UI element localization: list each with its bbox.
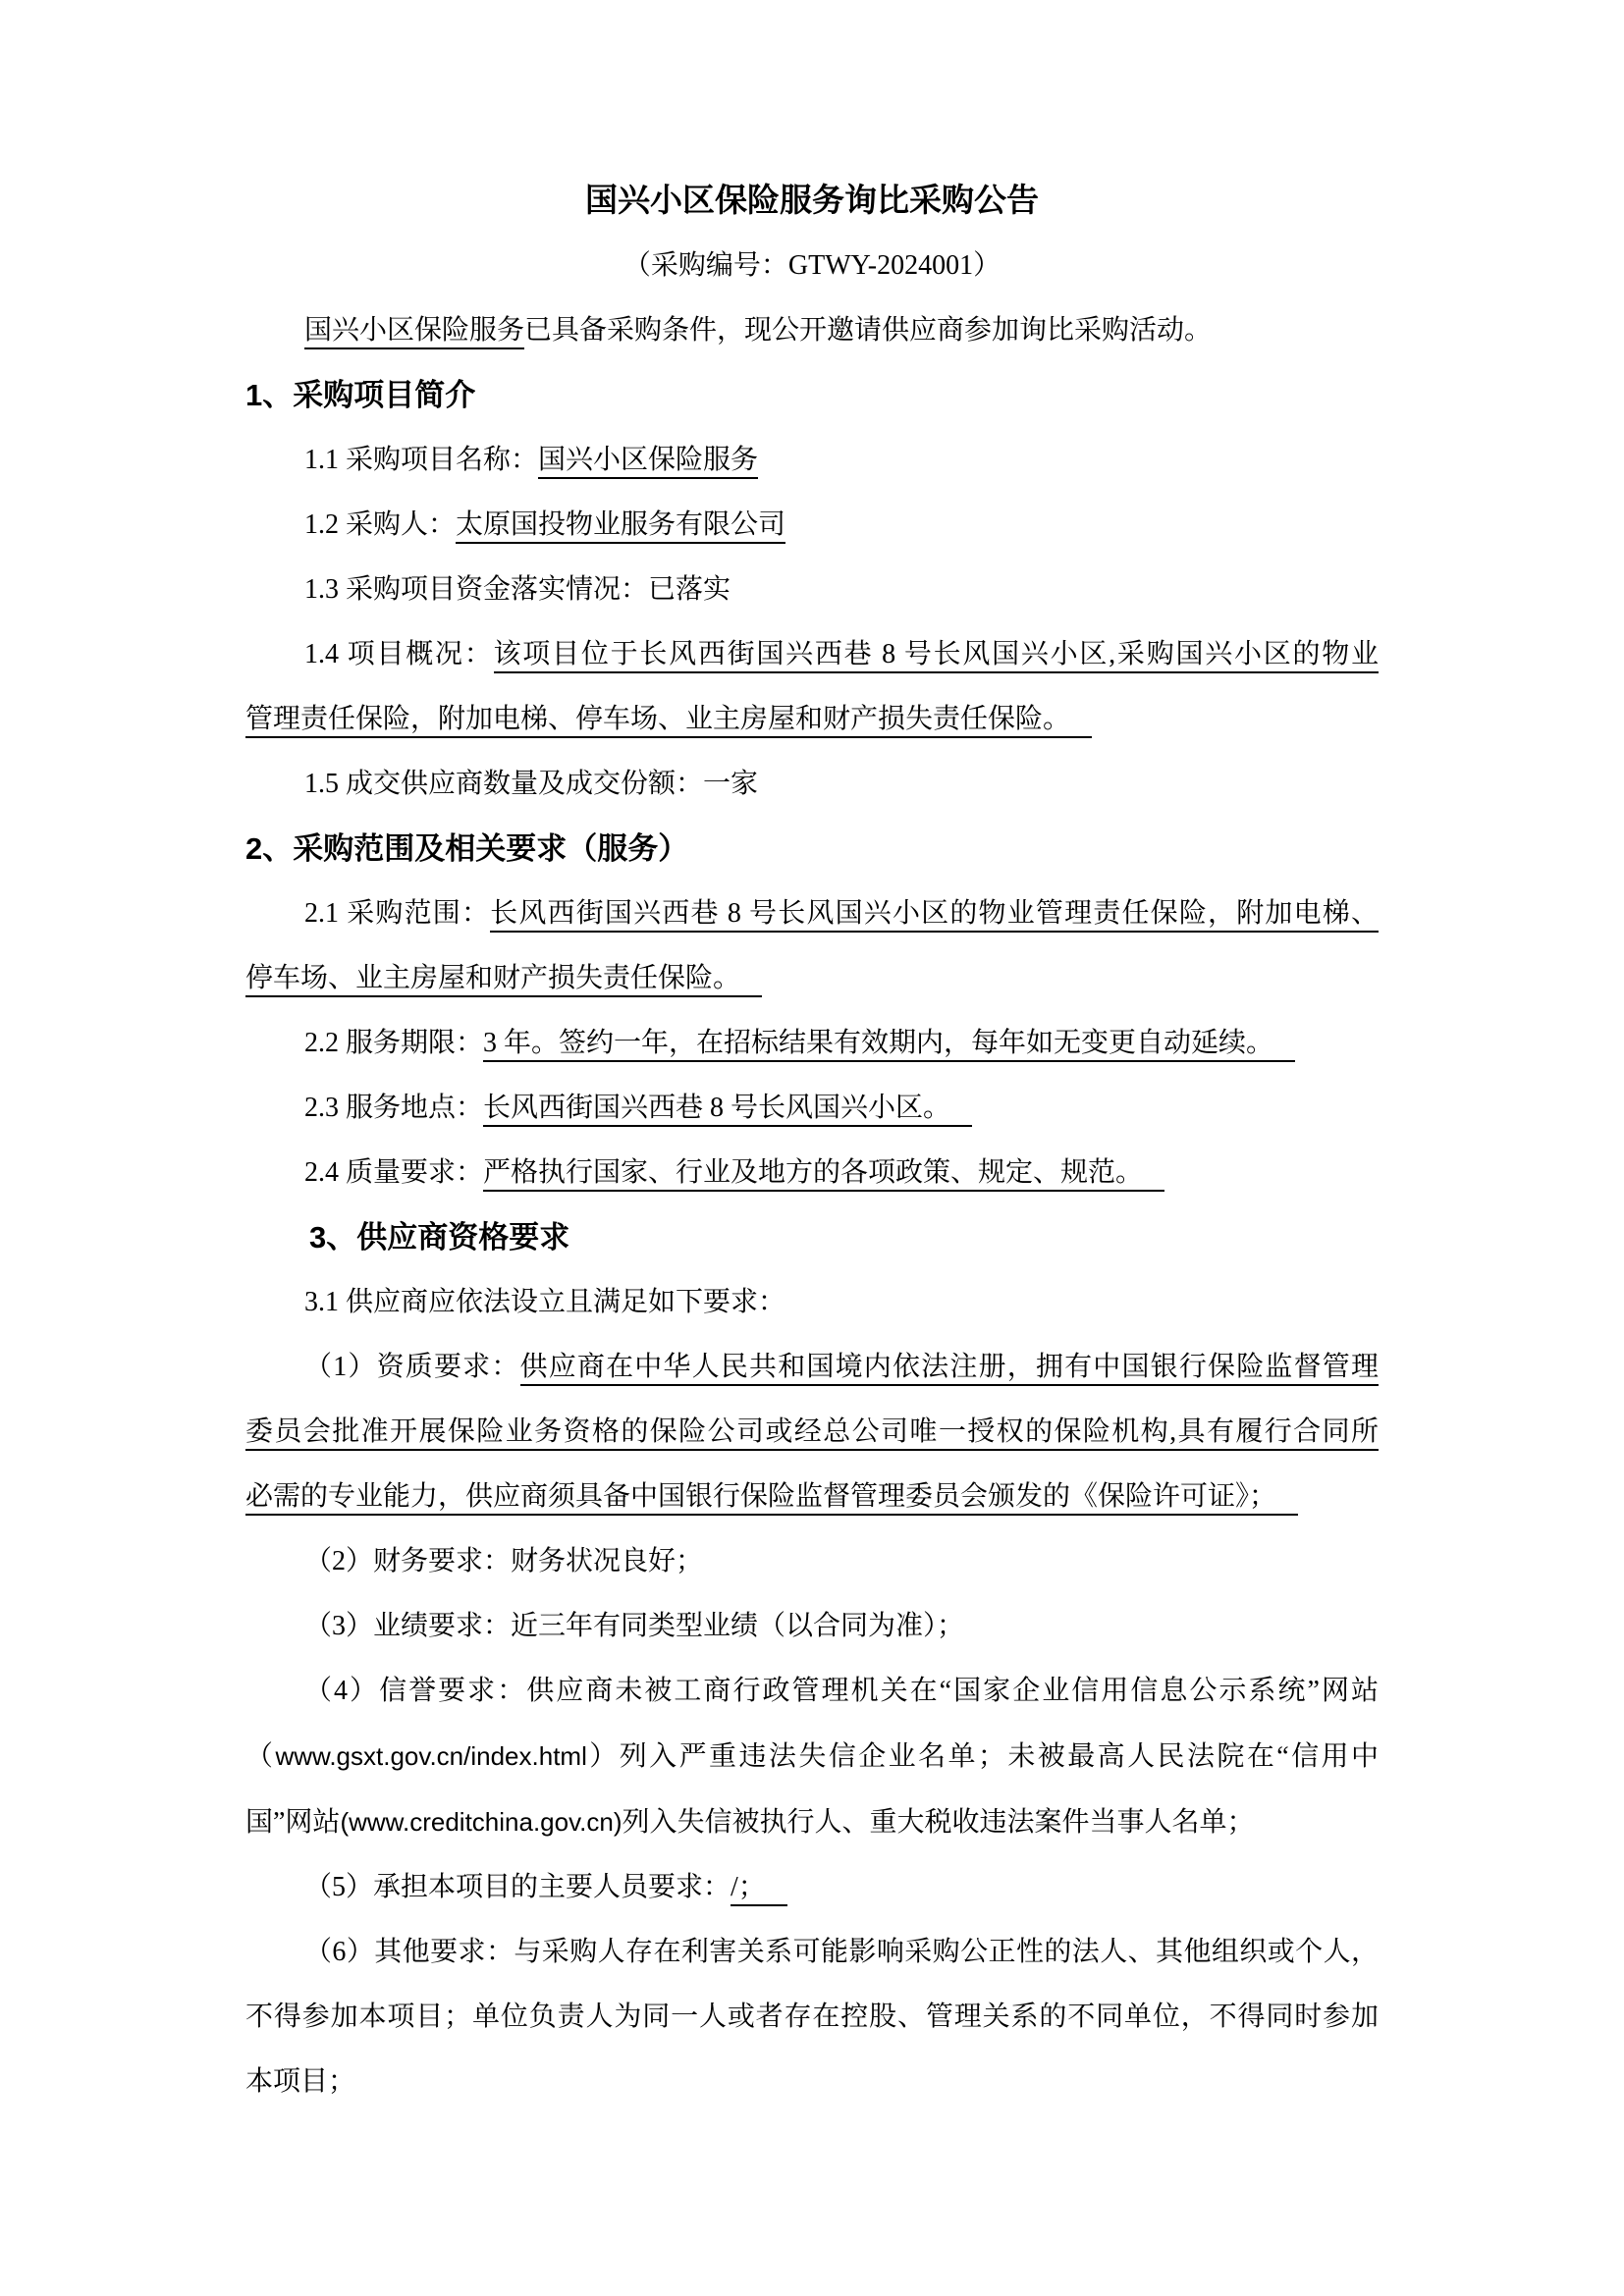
clause-1-4-line-2: 管理责任保险，附加电梯、停车场、业主房屋和财产损失责任保险。 (245, 687, 1379, 752)
section-3-heading: 3、供应商资格要求 (309, 1220, 570, 1255)
document-title: 国兴小区保险服务询比采购公告 (585, 184, 1039, 219)
personnel-req: （5）承担本项目的主要人员要求：/； (245, 1855, 1379, 1920)
gsxt-url: www.gsxt.gov.cn/index.html (275, 1741, 587, 1771)
clause-1-1: 1.1 采购项目名称：国兴小区保险服务 (245, 428, 1379, 493)
clause-1-2: 1.2 采购人：太原国投物业服务有限公司 (245, 493, 1379, 558)
qualification-req-line-3: 必需的专业能力，供应商须具备中国银行保险监督管理委员会颁发的《保险许可证》； (245, 1465, 1379, 1529)
creditchina-url: (www.creditchina.gov.cn) (340, 1807, 623, 1837)
clause-2-1-line-1: 2.1 采购范围：长风西街国兴西巷 8 号长风国兴小区的物业管理责任保险，附加电梯、 (245, 881, 1379, 946)
performance-req: （3）业绩要求：近三年有同类型业绩（以合同为准）； (304, 1611, 965, 1641)
qualification-req-line-1: （1）资质要求：供应商在中华人民共和国境内依法注册，拥有中国银行保险监督管理 (245, 1335, 1379, 1400)
clause-2-4: 2.4 质量要求：严格执行国家、行业及地方的各项政策、规定、规范。 (245, 1141, 1379, 1205)
service-term-value: 3 年。签约一年，在招标结果有效期内，每年如无变更自动延续。 (483, 1028, 1295, 1062)
clause-3-1: 3.1 供应商应依法设立且满足如下要求： (304, 1287, 786, 1317)
clause-2-2: 2.2 服务期限：3 年。签约一年，在招标结果有效期内，每年如无变更自动延续。 (245, 1011, 1379, 1076)
reputation-req-line-2: （www.gsxt.gov.cn/index.html）列入严重违法失信企业名单；未被最高人民法院在“信用中 (245, 1741, 1379, 1772)
section-1-heading: 1、采购项目简介 (245, 378, 476, 412)
personnel-req-value: /； (731, 1872, 787, 1906)
intro-underlined: 国兴小区保险服务 (304, 315, 524, 349)
intro-rest: 已具备采购条件，现公开邀请供应商参加询比采购活动。 (524, 315, 1213, 346)
clause-2-3: 2.3 服务地点：长风西街国兴西巷 8 号长风国兴小区。 (245, 1076, 1379, 1141)
scope-value: 长风西街国兴西巷 8 号长风国兴小区的物业管理责任保险，附加电梯、 (490, 898, 1379, 933)
quality-requirement-value: 严格执行国家、行业及地方的各项政策、规定、规范。 (483, 1157, 1164, 1192)
reputation-req-line-3: 国”网站(www.creditchina.gov.cn)列入失信被执行人、重大税收违法案件当事人名单； (245, 1807, 1255, 1838)
qualification-req-line-2: 委员会批准开展保险业务资格的保险公司或经总公司唯一授权的保险机构,具有履行合同所 (245, 1400, 1379, 1465)
procurement-number: （采购编号：GTWY-2024001） (623, 250, 1001, 281)
clause-1-3: 1.3 采购项目资金落实情况：已落实 (304, 574, 731, 605)
other-req-line-1: （6）其他要求：与采购人存在利害关系可能影响采购公正性的法人、其他组织或个人， (304, 1937, 1379, 1967)
intro-paragraph (245, 298, 1379, 363)
project-overview-value: 该项目位于长风西街国兴西巷 8 号长风国兴小区,采购国兴小区的物业 (494, 639, 1379, 673)
clause-1-4-line-1: 1.4 项目概况：该项目位于长风西街国兴西巷 8 号长风国兴小区,采购国兴小区的物业 (245, 622, 1379, 687)
reputation-req-line-1: （4）信誉要求：供应商未被工商行政管理机关在“国家企业信用信息公示系统”网站 (304, 1676, 1379, 1706)
financial-req: （2）财务要求：财务状况良好； (304, 1546, 704, 1576)
purchaser-value: 太原国投物业服务有限公司 (456, 509, 785, 544)
section-2-heading: 2、采购范围及相关要求（服务） (245, 831, 689, 866)
clause-2-1-line-2: 停车场、业主房屋和财产损失责任保险。 (245, 946, 1379, 1011)
qualification-value: 供应商在中华人民共和国境内依法注册，拥有中国银行保险监督管理 (520, 1352, 1379, 1386)
project-name-value: 国兴小区保险服务 (538, 445, 758, 479)
service-location-value: 长风西街国兴西巷 8 号长风国兴小区。 (483, 1093, 972, 1127)
other-req-line-2: 不得参加本项目；单位负责人为同一人或者存在控股、管理关系的不同单位，不得同时参加 (245, 2002, 1379, 2032)
other-req-line-3: 本项目； (245, 2066, 356, 2097)
clause-1-5: 1.5 成交供应商数量及成交份额：一家 (304, 769, 759, 799)
